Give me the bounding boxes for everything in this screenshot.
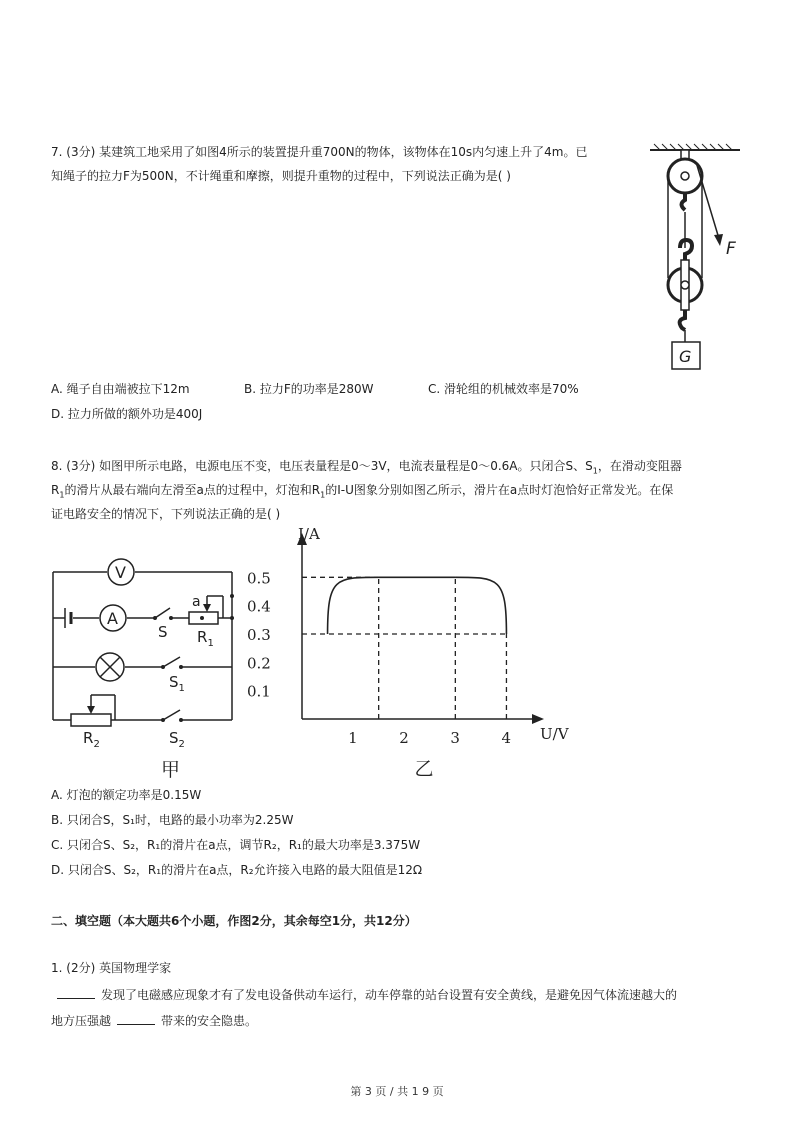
force-label: F — [726, 239, 736, 259]
y-tick-label: 0.2 — [247, 654, 271, 673]
x-axis-label: U/V — [540, 725, 569, 743]
y-tick-label: 0.3 — [247, 626, 271, 644]
y-axis-label: I/A — [298, 525, 320, 543]
q1-line1: 1. (2分) 英国物理学家 — [51, 961, 172, 975]
q7-option-c: C. 滑轮组的机械效率是70% — [428, 382, 579, 396]
x-axis-arrow — [532, 714, 544, 724]
point-a-label: a — [192, 594, 201, 610]
series-line-2 — [455, 577, 506, 634]
r2-label: $R_2$ — [83, 729, 100, 750]
iu-graph — [240, 525, 569, 786]
q8-option-a: A. 灯泡的额定功率是0.15W — [51, 788, 202, 802]
series-line-0 — [328, 577, 379, 634]
q7-option-a: A. 绳子自由端被拉下12m — [51, 382, 190, 396]
switch-s1-label: $S_1$ — [169, 673, 185, 694]
q7-option-d: D. 拉力所做的额外功是400J — [51, 407, 203, 421]
y-tick-label: 0.5 — [247, 569, 271, 588]
y-tick-label: 0.4 — [247, 597, 271, 616]
answer-blank-2[interactable] — [117, 1014, 155, 1025]
ammeter-label: A — [107, 609, 118, 628]
q8-option-d: D. 只闭合S、S₂，R₁的滑片在a点，R₂允许接入电路的最大阻值是12Ω — [51, 863, 423, 877]
q7-line1: 7. (3分) 某建筑工地采用了如图4所示的装置提升重700N的物体，该物体在10s内匀速上升了4m。已 — [51, 145, 588, 159]
page-footer: 第 3 页 / 共 1 9 页 — [350, 1085, 444, 1098]
q1-line2: 发现了电磁感应现象才有了发电设备供动车运行，动车停靠的站台设置有安全黄线，是避免因气体流速越大的 — [51, 987, 677, 1003]
x-tick-label: 2 — [399, 729, 409, 747]
q8-line1: 8. (3分) 如图甲所示电路，电源电压不变，电压表量程是0～3V，电流表量程是0～0.6A。只闭合S、$S_1$，在滑动变阻器 — [51, 459, 682, 476]
weight-label: G — [679, 347, 692, 366]
graph-caption: 乙 — [414, 758, 434, 780]
q7-line2: 知绳子的拉力F为500N，不计绳重和摩擦，则提升重物的过程中，下列说法正确为是( ) — [51, 169, 511, 183]
pulley-figure — [640, 140, 750, 372]
answer-blank-1[interactable] — [57, 988, 95, 999]
y-tick-label: 0.1 — [247, 682, 271, 701]
x-tick-label: 3 — [450, 729, 460, 747]
r1-label: $R_1$ — [197, 628, 214, 649]
q8-option-c: C. 只闭合S、S₂，R₁的滑片在a点，调节R₂，R₁的最大功率是3.375W — [51, 838, 421, 852]
circuit-caption: 甲 — [161, 759, 181, 781]
voltmeter-label: V — [115, 563, 126, 582]
q7-option-b: B. 拉力F的功率是280W — [244, 382, 374, 396]
section-title: 二、填空题（本大题共6个小题，作图2分，其余每空1分，共12分） — [51, 914, 417, 928]
q8-option-b: B. 只闭合S，S₁时，电路的最小功率为2.25W — [51, 813, 294, 827]
q8-line3: 证电路安全的情况下，下列说法正确的是( ) — [51, 507, 281, 521]
q8-line2: $R_1$的滑片从最右端向左滑至a点的过程中，灯泡和$R_1$的I-U图象分别如图乙所示，滑片在a点时灯泡恰好正常发光。在保 — [51, 483, 674, 500]
x-tick-label: 4 — [501, 729, 511, 747]
x-tick-label: 1 — [348, 729, 358, 747]
circuit-diagram — [45, 550, 245, 780]
switch-s-label: S — [158, 623, 168, 641]
switch-s2-label: $S_2$ — [169, 729, 185, 750]
q1-line3: 地方压强越 带来的安全隐患。 — [51, 1014, 258, 1028]
